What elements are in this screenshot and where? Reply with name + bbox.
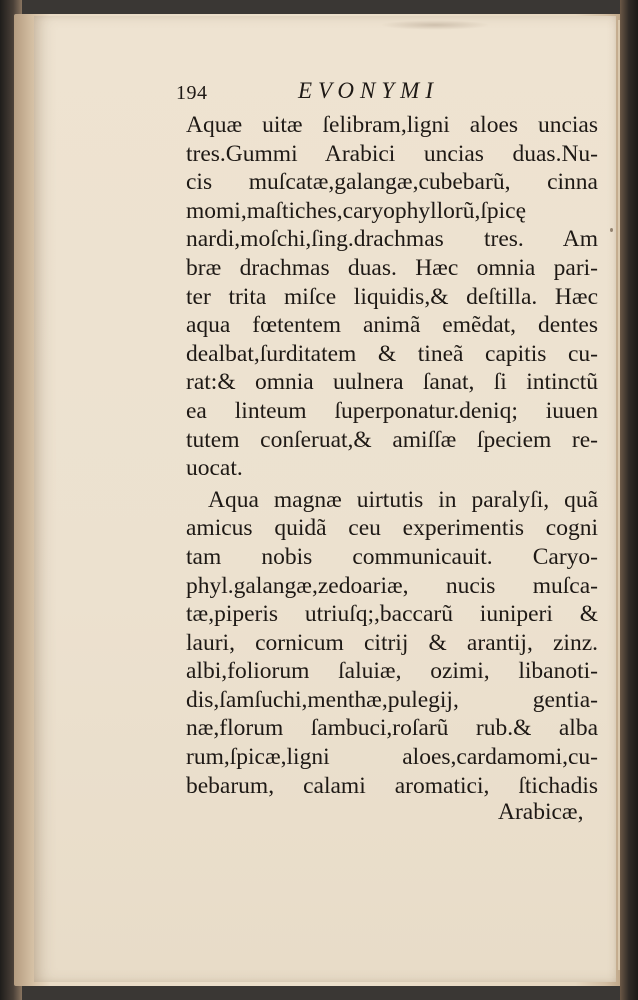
text-line: cis muſcatæ,galangæ,cubebarũ, cinna — [186, 169, 598, 196]
paragraph-2 — [186, 486, 598, 801]
text-line: bebarum, calami aromatici, ſtichadis — [186, 772, 598, 799]
page-number: 194 — [176, 82, 208, 104]
body-text — [186, 111, 598, 800]
ink-mark — [610, 228, 613, 232]
text-line: amicus quidã ceu experimentis cogni — [186, 515, 598, 542]
text-line: uocat. — [186, 455, 243, 482]
text-line: momi,maſtiches,caryophyllorũ,ſpicę — [186, 197, 527, 224]
text-line: tres.Gummi Arabici uncias duas.Nu- — [186, 140, 598, 167]
text-line: tam nobis communicauit. Caryo- — [186, 543, 598, 570]
text-line: tutem conſeruat,& amiſſæ ſpeciem re- — [186, 426, 598, 453]
right-binding-shadow — [620, 0, 638, 1000]
text-line: rat:& omnia uulnera ſanat, ſi intinctũ — [186, 369, 598, 396]
text-line: tæ,piperis utriuſq;,baccarũ iuniperi & — [186, 601, 598, 628]
text-line: phyl.galangæ,zedoariæ, nucis muſca- — [186, 572, 598, 599]
text-line: nardi,moſchi,ſing.drachmas tres. Am — [186, 226, 598, 253]
text-line: albi,foliorum ſaluiæ, ozimi, libanoti- — [186, 658, 598, 685]
paragraph-1 — [186, 111, 598, 483]
running-title: EVONYMI — [298, 78, 439, 103]
catchword: Arabicæ, — [498, 799, 584, 825]
text-line: ter trita miſce liquidis,& deſtilla. Hæc — [186, 283, 598, 310]
text-line: bræ drachmas duas. Hæc omnia pari- — [186, 254, 598, 281]
text-line: lauri, cornicum citrij & arantij, zinz. — [186, 629, 598, 656]
text-line: rum,ſpicæ,ligni aloes,cardamomi,cu- — [186, 744, 598, 771]
text-line: aqua fœtentem animã emẽdat, dentes — [186, 312, 598, 339]
text-line: Aqua magnæ uirtutis in paralyſi, quã — [208, 486, 598, 513]
text-line: dealbat,ſurditatem & tineã capitis cu- — [186, 340, 598, 367]
text-line: næ,florum ſambuci,roſarũ rub.& alba — [186, 715, 598, 742]
text-line: dis,ſamſuchi,menthæ,pulegij, gentia- — [186, 686, 598, 713]
running-head — [176, 78, 476, 110]
text-line: ea linteum ſuperponatur.deniq; iuuen — [186, 397, 598, 424]
text-line: Aquæ uitæ ſelibram,ligni aloes uncias — [186, 112, 598, 138]
paper-stain — [380, 20, 490, 30]
